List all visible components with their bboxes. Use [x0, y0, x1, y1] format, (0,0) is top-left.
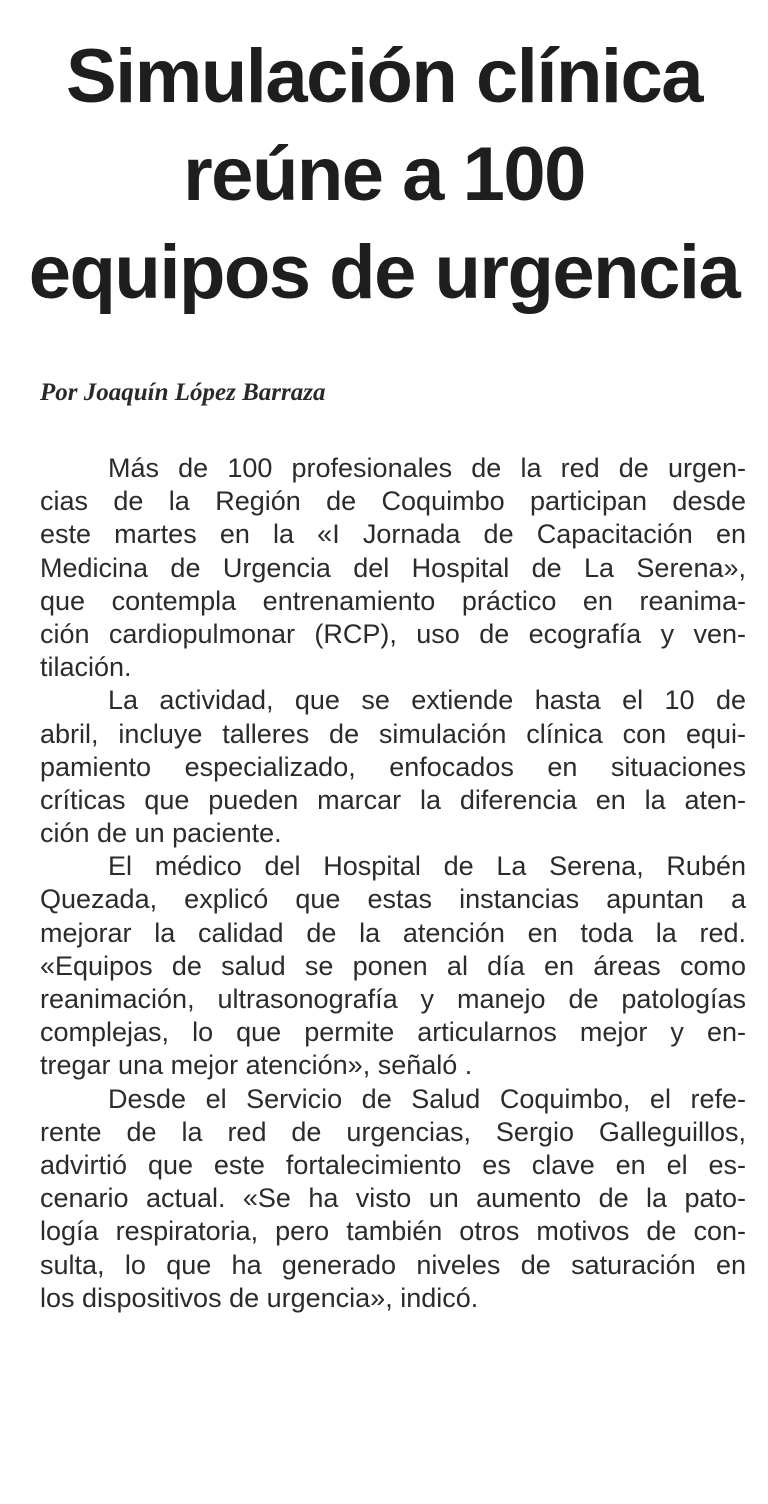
paragraph-line: pamiento especializado, enfocados en situaciones [40, 751, 746, 782]
paragraph-line: advirtió que este fortalecimiento es clave en el es- [40, 1149, 746, 1180]
paragraph-line: críticas que pueden marcar la diferencia en la aten- [40, 784, 746, 815]
article-paragraph [40, 1083, 746, 1315]
paragraph-line: El médico del Hospital de La Serena, Rubén [108, 851, 746, 882]
article-paragraph [40, 684, 746, 850]
paragraph-line: logía respiratoria, pero también otros motivos de con- [40, 1216, 746, 1247]
paragraph-line: este martes en la «I Jornada de Capacitación en [40, 519, 746, 550]
paragraph-line: Medicina de Urgencia del Hospital de La Serena», [40, 552, 746, 583]
paragraph-line: Más de 100 profesionales de la red de urgen- [108, 453, 746, 483]
paragraph-line: tilación. [40, 652, 132, 683]
article-headline [20, 28, 748, 322]
paragraph-line: abril, incluye talleres de simulación clínica con equi- [40, 718, 746, 749]
article-paragraph [40, 850, 746, 1082]
paragraph-line: Quezada, explicó que estas instancias apuntan a [40, 884, 746, 915]
paragraph-line: mejorar la calidad de la atención en toda la red. [40, 917, 746, 948]
paragraph-line: ción cardiopulmonar (RCP), uso de ecografía y ven- [40, 618, 746, 649]
article-paragraph [40, 452, 746, 684]
paragraph-line: cias de la Región de Coquimbo participan desde [40, 486, 746, 517]
paragraph-line: que contempla entrenamiento práctico en reanima- [40, 585, 746, 616]
article-byline: Por Joaquín López Barraza [40, 379, 326, 406]
paragraph-line: tregar una mejor atención», señaló . [40, 1050, 473, 1081]
headline-line: Simulación clínica [65, 34, 703, 119]
headline-line: reúne a 100 [183, 132, 585, 217]
paragraph-line: La actividad, que se extiende hasta el 10 de [108, 685, 746, 716]
paragraph-line: complejas, lo que permite articularnos mejor y en- [40, 1017, 746, 1048]
paragraph-line: cenario actual. «Se ha visto un aumento de la pato- [40, 1183, 746, 1214]
headline-line: equipos de urgencia [28, 230, 740, 315]
paragraph-line: los dispositivos de urgencia», indicó. [40, 1282, 479, 1313]
paragraph-line: sulta, lo que ha generado niveles de saturación en [40, 1249, 746, 1280]
article-body [40, 452, 746, 1315]
paragraph-line: ción de un paciente. [40, 818, 282, 849]
paragraph-line: rente de la red de urgencias, Sergio Galleguillos, [40, 1116, 746, 1147]
paragraph-line: Desde el Servicio de Salud Coquimbo, el refe- [108, 1083, 746, 1114]
paragraph-line: reanimación, ultrasonografía y manejo de patologías [40, 984, 746, 1014]
paragraph-line: «Equipos de salud se ponen al día en áreas como [40, 950, 746, 981]
